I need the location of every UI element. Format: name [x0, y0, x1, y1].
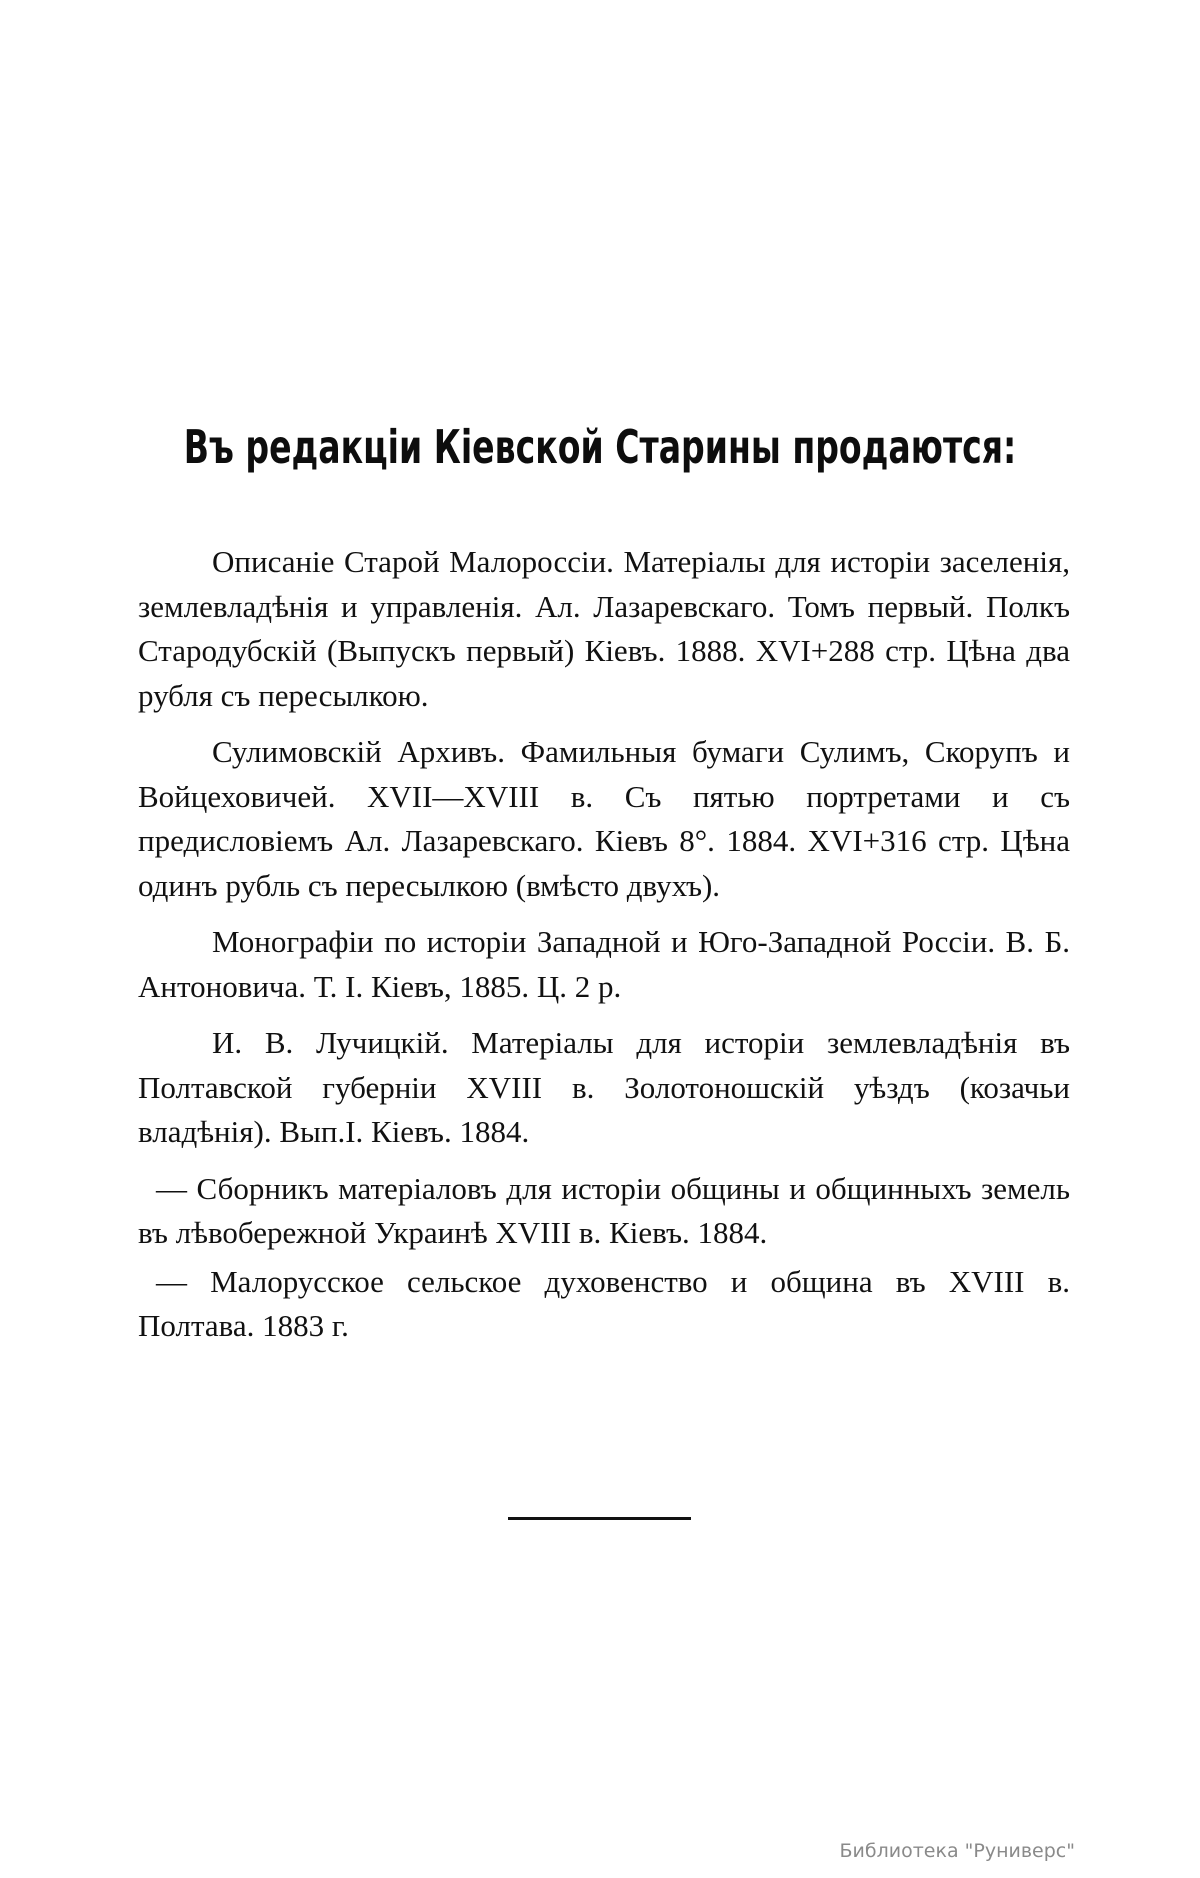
library-watermark: Библиотека "Руниверс" [839, 1840, 1075, 1862]
entry-sulimovsky-archive: Сулимовскій Архивъ. Фамильныя бумаги Сулимъ, Скорупъ и Войцеховичей. XVII—XVIII в. Съ пятью портретами и съ предисловіемъ Ал. Лазаревскаго. Кіевъ 8°. 1884. XVI+316 стр. Цѣна одинъ рубль съ пересылкою (вмѣсто двухъ). [138, 734, 1070, 903]
section-divider [508, 1517, 691, 1520]
advertisement-list [138, 540, 1070, 1353]
entry-luchitsky-materialy: И. В. Лучицкій. Матеріалы для исторіи землевладѣнія въ Полтавской губерніи XVIII в. Золотоношскій уѣздъ (козачьи владѣнія). Вып.I. Кіевъ. 1884. [138, 1025, 1070, 1149]
entry-monografii: Монографіи по исторіи Западной и Юго-Западной Россіи. В. Б. Антоновича. Т. I. Кіевъ, 1885. Ц. 2 р. [138, 924, 1070, 1004]
entry-malorusskoe-dukhovenstvo: — Малорусское сельское духовенство и община въ XVIII в. Полтава. 1883 г. [138, 1263, 1070, 1343]
entry-opisanie: Описаніе Старой Малороссіи. Матеріалы для исторіи заселенія, землевладѣнія и управленія. Ал. Лазаревскаго. Томъ первый. Полкъ Стародубскій (Выпускъ первый) Кіевъ. 1888. XVI+288 стр. Цѣна два рубля съ пересылкою. [138, 544, 1070, 713]
page-heading: Въ редакціи Кіевской Старины продаются: [183, 420, 1017, 474]
entry-sbornik: — Сборникъ матеріаловъ для исторіи общины и общинныхъ земель въ лѣвобережной Украинѣ XVIII в. Кіевъ. 1884. [138, 1170, 1070, 1250]
